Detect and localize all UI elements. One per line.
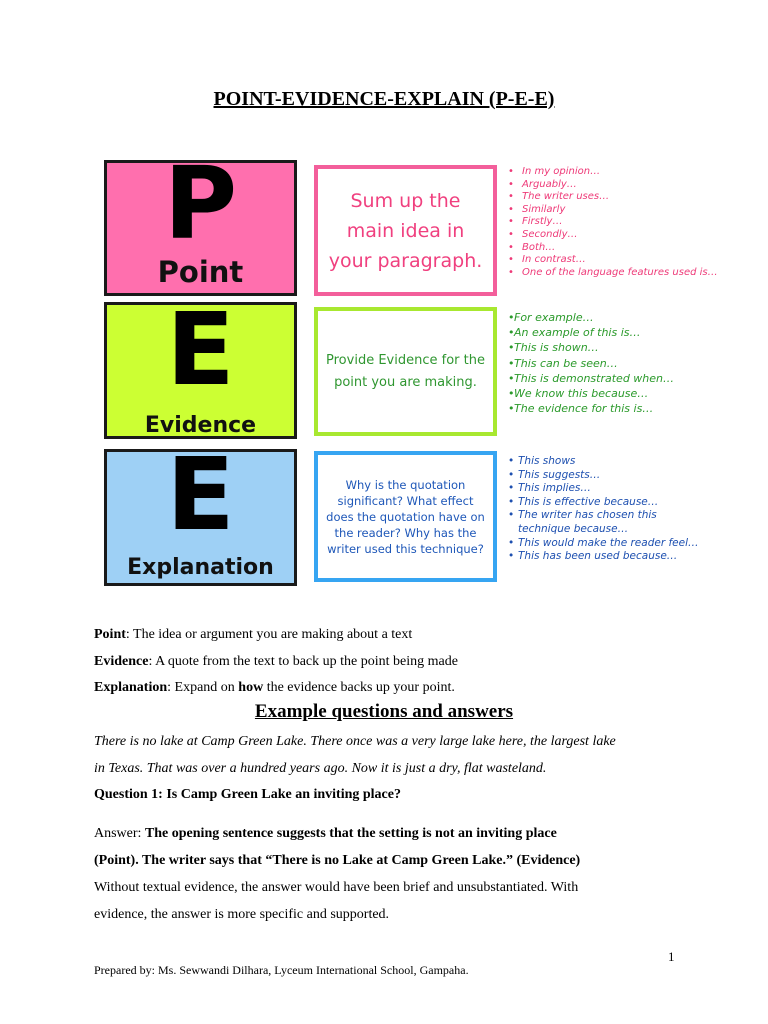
evidence-phrase-item: • This is shown… [508, 340, 683, 355]
evidence-word: Evidence [144, 413, 257, 438]
explanation-phrase-item: • This is effective because… [508, 496, 708, 510]
point-phrase-item: • Similarly [508, 204, 723, 217]
explanation-phrase-item: • This implies… [508, 482, 708, 496]
explanation-phrase-item: • This has been used because… [508, 550, 708, 564]
evidence-term: Evidence [94, 654, 149, 669]
answer-bold-2: (Point). The writer says that “There is no Lake at Camp Green Lake.” (Evidence) [94, 853, 581, 868]
point-description: Sum up the main idea in your paragraph. [328, 189, 483, 272]
explanation-phrase-item: • The writer has chosen this technique because… [508, 509, 708, 536]
passage-line-2: in Texas. That was over a hundred years ago. Now it is just a dry, flat wasteland. [94, 761, 547, 776]
explanation-description: Why is the quotation significant? What effect does the quotation have on the reader? Why has the writer used this technique? [326, 477, 485, 556]
evidence-phrase-item: • The evidence for this is… [508, 401, 683, 416]
evidence-letter-box [104, 302, 297, 439]
point-phrase-item: • In contrast… [508, 254, 723, 267]
point-phrase-item: • The writer uses… [508, 191, 723, 204]
evidence-description: Provide Evidence for the point you are making. [326, 352, 485, 390]
question-1: Question 1: Is Camp Green Lake an inviting place? [94, 787, 401, 802]
evidence-definition [94, 653, 458, 671]
explanation-definition-post: the evidence backs up your point. [263, 680, 455, 695]
point-phrase-item: • In my opinion… [508, 166, 723, 179]
answer-label: Answer: [94, 826, 145, 841]
evidence-letter: E [166, 302, 235, 408]
explanation-definition-pre: : Expand on [167, 680, 239, 695]
point-term: Point [94, 627, 126, 642]
page-number: 1 [668, 949, 675, 964]
evidence-phrase-item: • We know this because… [508, 386, 683, 401]
evidence-definition-text: : A quote from the text to back up the point being made [148, 654, 458, 669]
point-phrase-item: • Both… [508, 242, 723, 255]
point-phrase-item: • Firstly… [508, 216, 723, 229]
point-word: Point [157, 255, 244, 289]
footer: Prepared by: Ms. Sewwandi Dilhara, Lyceum International School, Gampaha. [94, 963, 469, 977]
page-title: POINT-EVIDENCE-EXPLAIN (P-E-E) [213, 88, 555, 110]
point-phrase-item: • One of the language features used is… [508, 267, 723, 280]
evidence-description-box [314, 307, 497, 436]
answer-line-3: Without textual evidence, the answer would have been brief and unsubstantiated. With [94, 880, 579, 895]
explanation-definition [94, 679, 455, 697]
point-letter-box [104, 160, 297, 296]
point-definition-text: : The idea or argument you are making about a text [125, 627, 413, 642]
explanation-phrase-item: • This shows [508, 455, 708, 469]
answer-line-4: evidence, the answer is more specific and supported. [94, 907, 390, 922]
explanation-description-box [314, 451, 497, 582]
explanation-letter-box [104, 449, 297, 586]
point-definition [94, 626, 412, 644]
explanation-phrase-list [508, 455, 708, 564]
evidence-phrase-item: • For example… [508, 310, 683, 325]
explanation-how: how [238, 680, 264, 695]
passage-line-1: There is no lake at Camp Green Lake. There once was a very large lake here, the largest lake [94, 734, 616, 749]
point-phrase-list [508, 166, 723, 279]
evidence-phrase-item: • An example of this is… [508, 325, 683, 340]
evidence-phrase-list [508, 310, 683, 416]
point-phrase-item: • Secondly… [508, 229, 723, 242]
answer-line-2 [94, 852, 580, 870]
evidence-phrase-item: • This can be seen… [508, 356, 683, 371]
explanation-phrase-item: • This suggests… [508, 469, 708, 483]
example-heading: Example questions and answers [254, 701, 514, 722]
point-letter: P [163, 160, 238, 262]
explanation-word: Explanation [127, 555, 274, 580]
answer-line-1 [94, 825, 557, 843]
point-description-box [314, 165, 497, 296]
explanation-phrase-item: • This would make the reader feel… [508, 537, 708, 551]
explanation-term: Explanation [94, 680, 168, 695]
answer-bold-1: The opening sentence suggests that the setting is not an inviting place [144, 826, 557, 841]
evidence-phrase-item: • This is demonstrated when… [508, 371, 683, 386]
explanation-letter: E [166, 449, 235, 553]
point-phrase-item: • Arguably… [508, 179, 723, 192]
